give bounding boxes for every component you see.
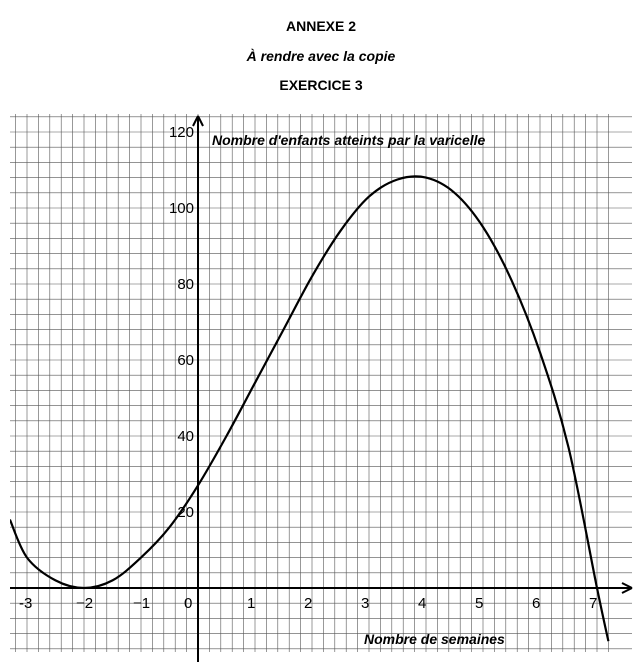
y-tick-label: 100 [168, 200, 194, 217]
x-tick-label: 2 [304, 595, 313, 612]
grid [10, 114, 632, 652]
y-tick-label: 80 [177, 276, 194, 293]
exercise-title: EXERCICE 3 [279, 77, 363, 93]
x-tick-label: −1 [133, 595, 151, 612]
series-line [10, 176, 609, 641]
annex-title: ANNEXE 2 [285, 18, 357, 34]
instruction-text: À rendre avec la copie [246, 48, 396, 64]
y-tick-label: 40 [177, 428, 194, 445]
x-tick-label: 0 [184, 595, 193, 612]
x-tick-label: −2 [76, 595, 94, 612]
y-tick-label: 120 [168, 124, 194, 141]
x-tick-label: 1 [247, 595, 256, 612]
y-tick-label: 20 [177, 504, 194, 521]
x-tick-label: 7 [589, 595, 598, 612]
y-tick-label: 60 [177, 352, 194, 369]
axes [10, 116, 632, 662]
x-axis-label: Nombre de semaines [364, 631, 505, 647]
y-axis-label: Nombre d'enfants atteints par la varicelle [212, 132, 486, 148]
x-tick-label: 6 [532, 595, 541, 612]
x-tick-label: 5 [475, 595, 484, 612]
x-tick-label: 3 [361, 595, 370, 612]
series-layer [10, 176, 609, 641]
tick-labels [19, 124, 597, 612]
x-tick-label: 4 [418, 595, 427, 612]
x-tick-label: -3 [19, 595, 33, 612]
